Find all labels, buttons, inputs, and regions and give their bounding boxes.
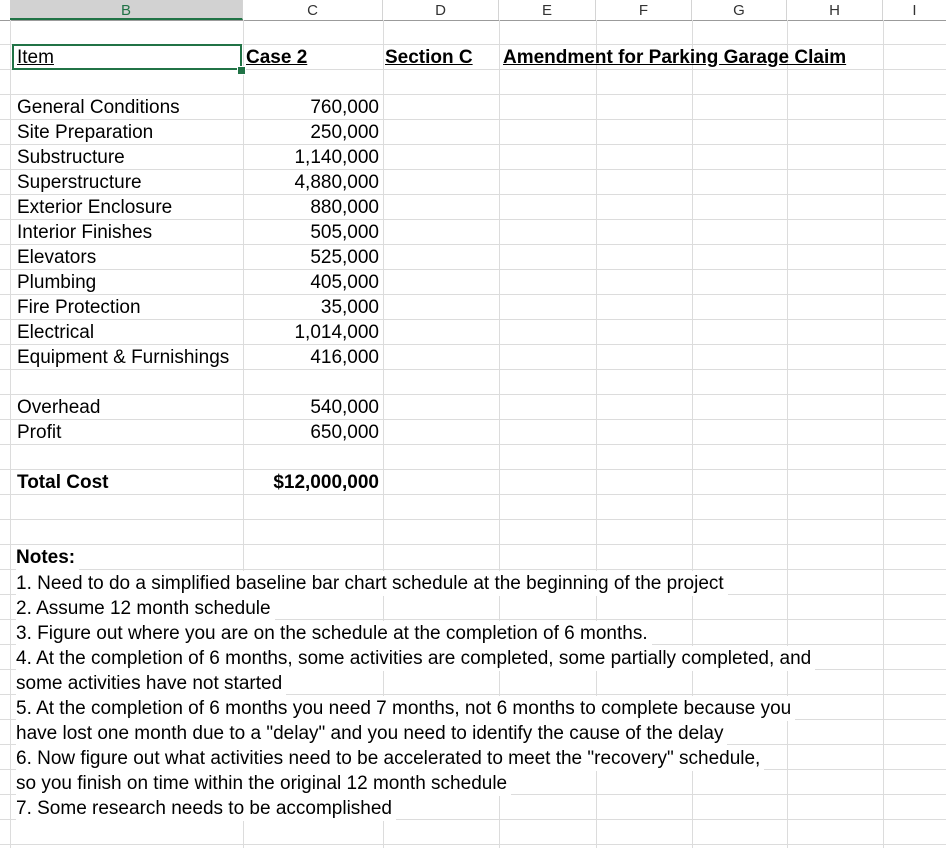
grid-line (0, 444, 946, 445)
item-value-cell[interactable]: 525,000 (310, 247, 379, 268)
column-header-i[interactable]: I (912, 2, 917, 19)
column-header-d[interactable]: D (383, 0, 499, 20)
note-line[interactable]: so you finish on time within the original 12 month schedule (16, 771, 511, 796)
grid-line (0, 269, 946, 270)
item-value-cell[interactable]: 4,880,000 (294, 172, 379, 193)
note-line[interactable]: 1. Need to do a simplified baseline bar chart schedule at the beginning of the project (16, 571, 728, 596)
column-header-h[interactable]: H (787, 0, 883, 20)
grid-line (0, 419, 946, 420)
column-header-e[interactable]: E (499, 0, 596, 20)
item-label-cell[interactable]: Electrical (17, 322, 95, 343)
grid-line (0, 569, 946, 570)
column-header-g[interactable]: G (692, 0, 787, 20)
item-value-cell[interactable]: 1,140,000 (294, 147, 379, 168)
grid-line (0, 494, 946, 495)
column-header-b[interactable]: B (10, 0, 243, 20)
title-header-cell[interactable]: Amendment for Parking Garage Claim (503, 47, 847, 68)
grid-line (0, 294, 946, 295)
item-label-cell[interactable]: Elevators (17, 247, 97, 268)
total-label-cell[interactable]: Total Cost (17, 472, 109, 493)
item-header-cell[interactable]: Item (17, 47, 54, 68)
item-label-cell[interactable]: Interior Finishes (17, 222, 153, 243)
grid-line (0, 544, 946, 545)
grid-line (0, 319, 946, 320)
item-label-cell[interactable]: Substructure (17, 147, 125, 168)
grid-line (0, 469, 946, 470)
note-line[interactable]: 2. Assume 12 month schedule (16, 596, 275, 621)
column-header-f[interactable]: F (596, 0, 692, 20)
notes-heading[interactable]: Notes: (16, 545, 79, 570)
note-line[interactable]: have lost one month due to a "delay" and you need to identify the cause of the delay (16, 721, 727, 746)
item-label-cell[interactable]: Superstructure (17, 172, 142, 193)
overhead-value-cell[interactable]: 540,000 (310, 397, 379, 418)
item-value-cell[interactable]: 405,000 (310, 272, 379, 293)
note-line[interactable]: 4. At the completion of 6 months, some activities are completed, some partially completed, and (16, 646, 815, 671)
item-value-cell[interactable]: 250,000 (310, 122, 379, 143)
profit-label-cell[interactable]: Profit (17, 422, 62, 443)
item-label-cell[interactable]: Site Preparation (17, 122, 154, 143)
item-value-cell[interactable]: 760,000 (310, 97, 379, 118)
item-label-cell[interactable]: General Conditions (17, 97, 180, 118)
note-line[interactable]: 7. Some research needs to be accomplished (16, 796, 396, 821)
case-header-cell[interactable]: Case 2 (246, 47, 308, 68)
grid-line (0, 394, 946, 395)
note-line[interactable]: 6. Now figure out what activities need to be accelerated to meet the "recovery" schedule, (16, 746, 764, 771)
item-value-cell[interactable]: 35,000 (320, 297, 379, 318)
note-line[interactable]: 3. Figure out where you are on the schedule at the completion of 6 months. (16, 621, 652, 646)
item-label-cell[interactable]: Exterior Enclosure (17, 197, 173, 218)
grid-line (0, 519, 946, 520)
row-header-edge (0, 0, 10, 20)
profit-value-cell[interactable]: 650,000 (310, 422, 379, 443)
item-label-cell[interactable]: Equipment & Furnishings (17, 347, 230, 368)
item-value-cell[interactable]: 416,000 (310, 347, 379, 368)
item-value-cell[interactable]: 505,000 (310, 222, 379, 243)
grid-line (0, 169, 946, 170)
item-label-cell[interactable]: Fire Protection (17, 297, 141, 318)
item-label-cell[interactable]: Plumbing (17, 272, 97, 293)
overhead-label-cell[interactable]: Overhead (17, 397, 101, 418)
total-value-cell[interactable]: $12,000,000 (273, 472, 379, 493)
item-value-cell[interactable]: 880,000 (310, 197, 379, 218)
note-line[interactable]: some activities have not started (16, 671, 286, 696)
column-header-c[interactable]: C (243, 0, 383, 20)
grid-line (0, 844, 946, 845)
fill-handle[interactable] (237, 66, 246, 75)
item-value-cell[interactable]: 1,014,000 (294, 322, 379, 343)
section-header-cell[interactable]: Section C (385, 47, 473, 68)
note-line[interactable]: 5. At the completion of 6 months you need 7 months, not 6 months to complete because you (16, 696, 795, 721)
